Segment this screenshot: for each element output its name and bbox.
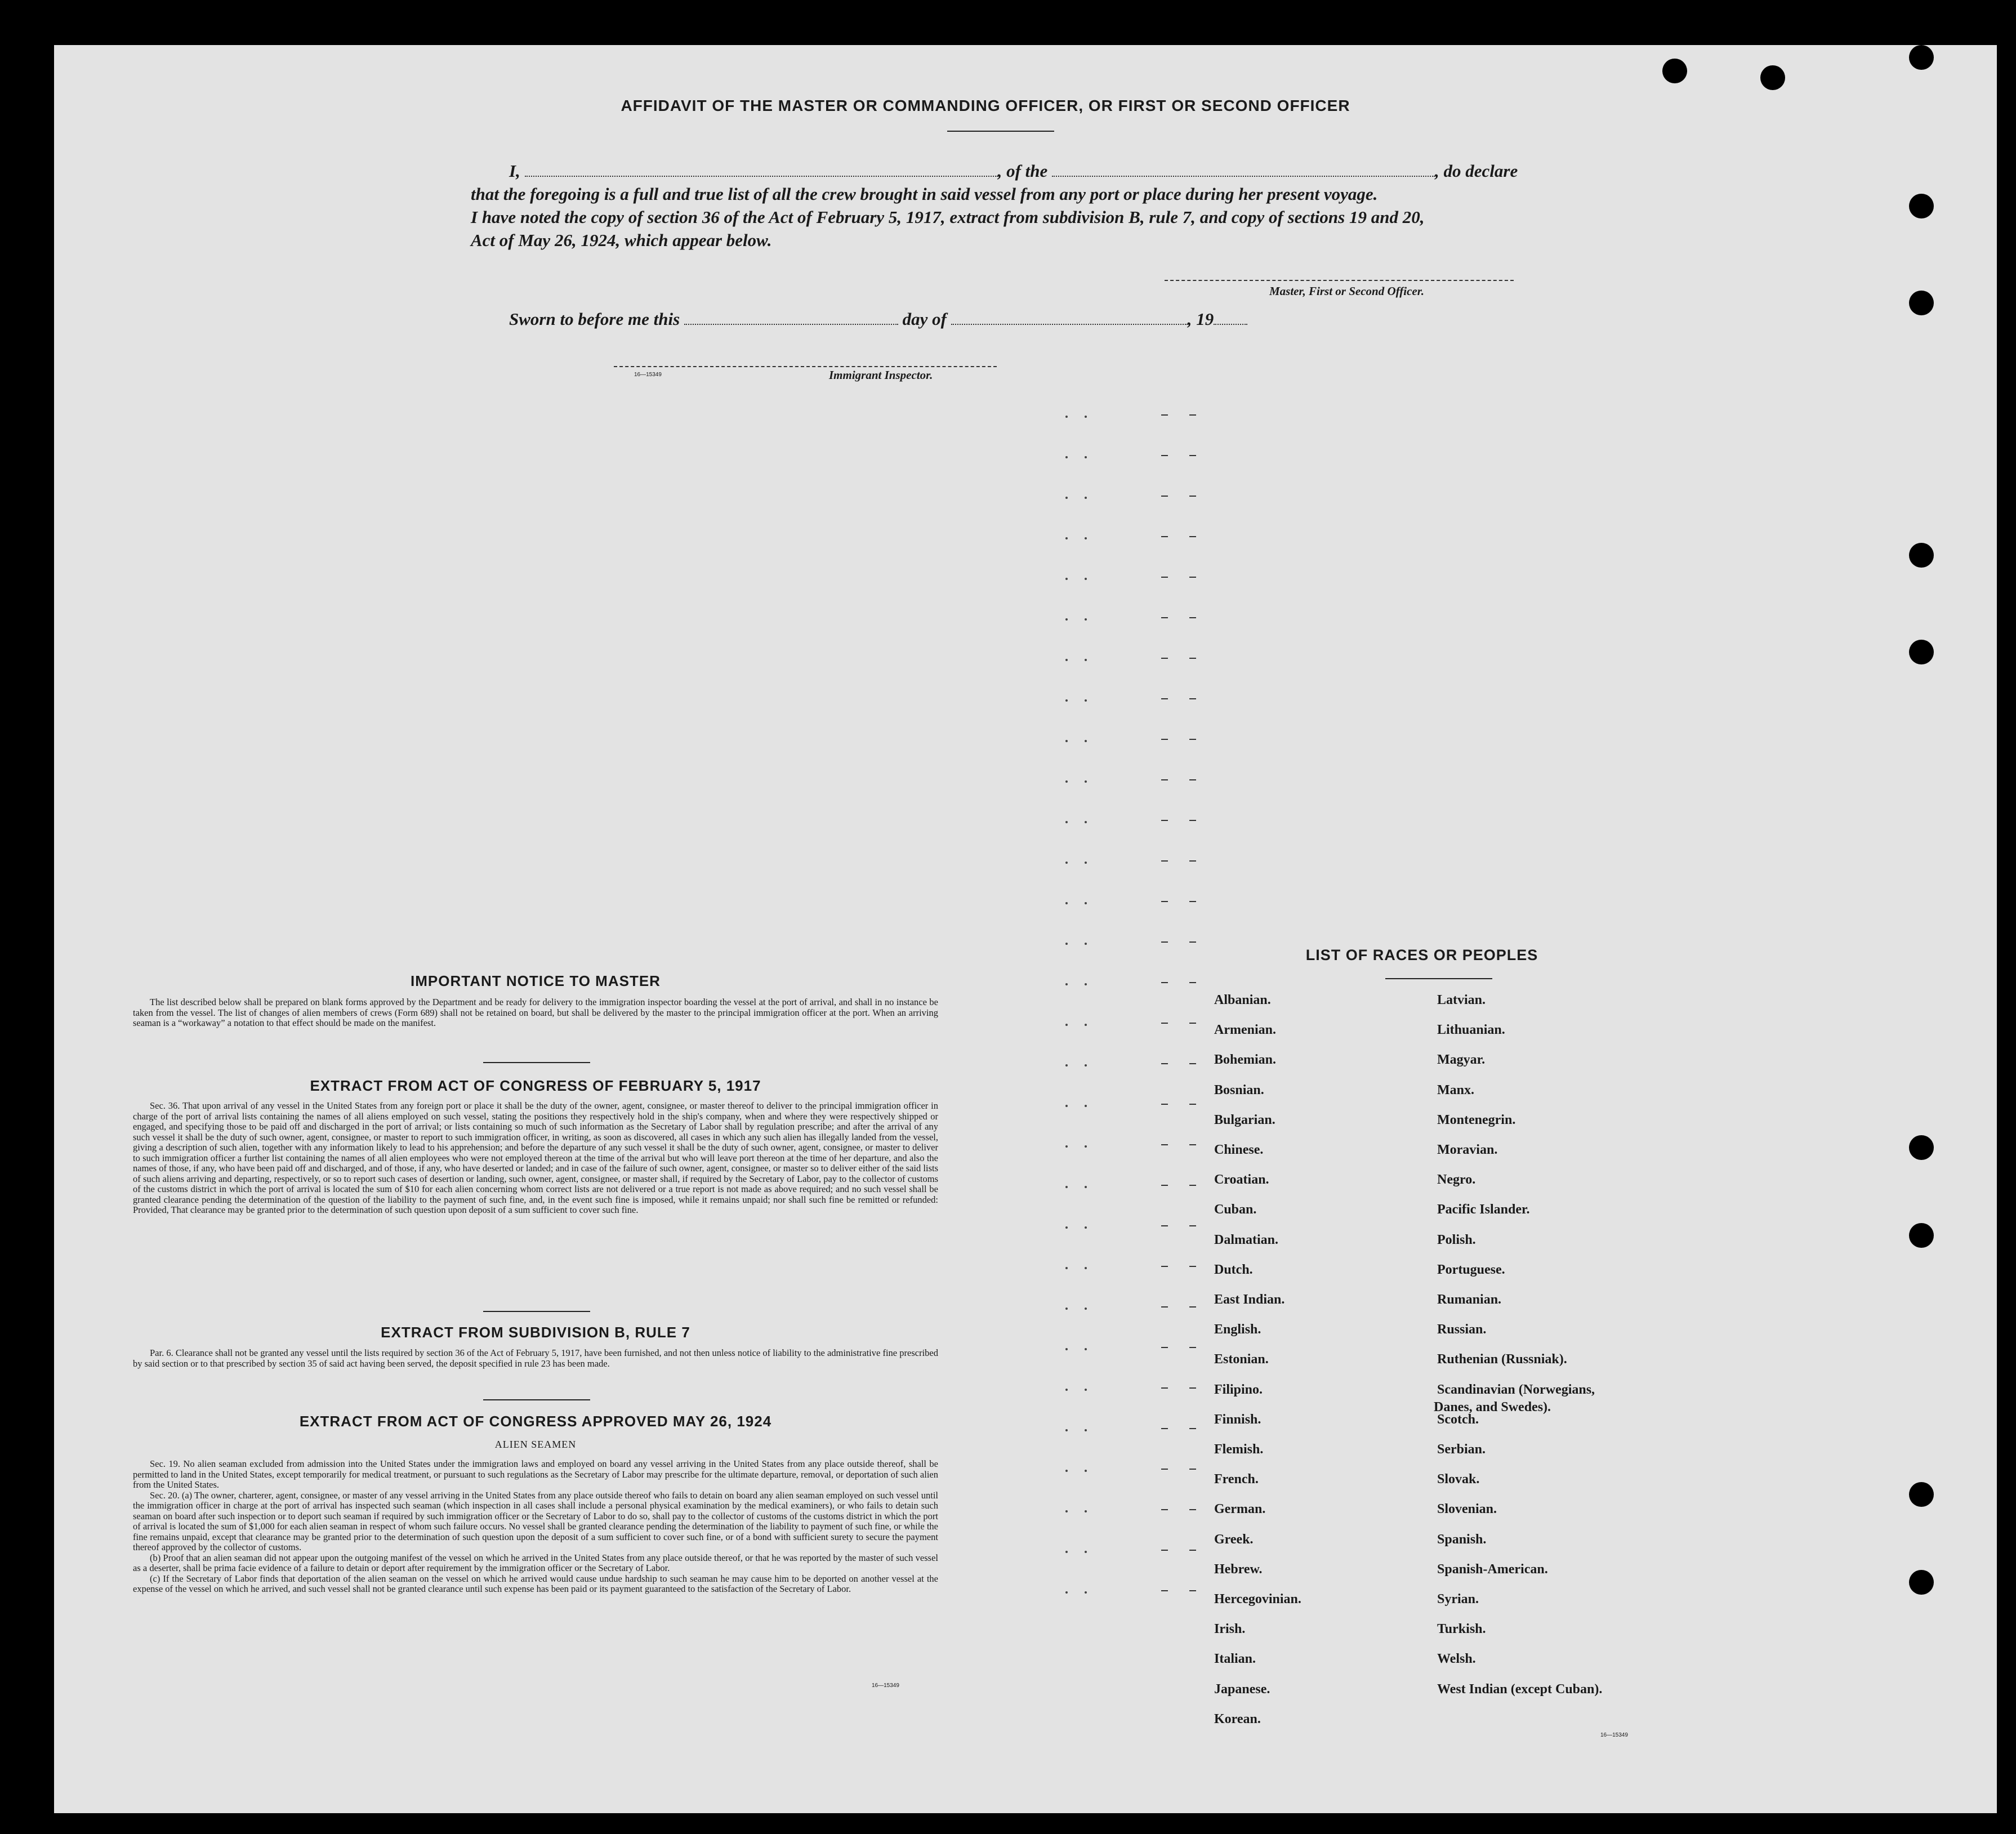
- ghost-dash: [1189, 941, 1196, 943]
- ghost-dash: [1161, 860, 1168, 862]
- race-item: Syrian.: [1437, 1592, 1479, 1607]
- ghost-dash: [1161, 1225, 1168, 1226]
- divider: [483, 1399, 590, 1400]
- ghost-dot: [1085, 1551, 1087, 1553]
- vessel-blank[interactable]: [1052, 163, 1435, 177]
- ghost-dot: [1085, 618, 1087, 621]
- punch-hole: [1909, 1223, 1934, 1248]
- ghost-dot: [1085, 1591, 1087, 1594]
- race-item: Slovak.: [1437, 1472, 1480, 1487]
- ghost-dot: [1065, 659, 1068, 661]
- ghost-dot: [1085, 578, 1087, 580]
- ghost-dash: [1161, 941, 1168, 943]
- race-item: Chinese.: [1214, 1143, 1264, 1157]
- punch-hole: [1760, 65, 1785, 90]
- ghost-dot: [1085, 1186, 1087, 1188]
- punch-hole: [1909, 640, 1934, 664]
- race-item: Magyar.: [1437, 1052, 1486, 1068]
- ghost-dot: [1085, 1348, 1087, 1350]
- sworn-line: [509, 309, 1247, 329]
- ghost-dash: [1189, 1104, 1196, 1105]
- ghost-dot: [1085, 821, 1087, 823]
- divider: [1385, 978, 1492, 979]
- ghost-dash: [1161, 698, 1168, 699]
- ghost-dot: [1065, 618, 1068, 621]
- ghost-dot: [1065, 1389, 1068, 1391]
- sec19-paragraph: Sec. 19. No alien seaman excluded from admission into the United States under the immigration laws and employed on board any vessel arriving in the United States from any place outside thereof, shall be permitted to land in the United States, except temporarily for medical treatment, or pursuant to such regulations as the Secretary of Labor may prescribe for the ultimate departure, removal, or deportation of such alien from the United States.: [133, 1458, 938, 1490]
- divider: [947, 131, 1054, 132]
- extract-1917-paragraph: Sec. 36. That upon arrival of any vessel in the United States from any foreign port or place it shall be the duty of the owner, agent, consignee, or master thereof to deliver to the principal immigration officer in charge of the port of arrival lists containing the names of all aliens employed on such vessel, stating the positions they respectively hold in the ship's company, when and where they were respectively shipped or engaged, and specifying those to be paid off and discharged in the port of arrival; or lists containing so much of such information as the Secretary of Labor shall by regulation prescribe; and after the arrival of any such vessel it shall be the duty of such owner, agent, consignee, or master to report to such immigration officer, in writing, as soon as discovered, all cases in which any such alien has illegally landed from the vessel, giving a description of such alien, together with any information likely to lead to his apprehension; and before the departure of any such vessel it shall be the duty of such owner, agent, consignee, or master to deliver to such immigration officer a further list containing the names of all alien employees who were not employed thereon at the time of the arrival but who will leave port thereon at the time of her departure, and also the names of those, if any, who have been paid off and discharged, and of those, if any, who have deserted or landed; and in case of the failure of such owner, agent, consignee, or master so to deliver either of the said lists of such aliens arriving and departing, respectively, or so to report such cases of desertion or landing, such owner, agent, consignee, or master shall, if required by the Secretary of Labor, pay to the collector of customs of the customs district in which the port of arrival is located the sum of $10 for each alien concerning whom correct lists are not delivered or a true report is not made as above required; and no such vessel shall be granted clearance pending the determination of the question of the liability to the payment of such fine, and, in the event such fine is imposed, while it remains unpaid; nor shall such fine be remitted or refunded: Provided, That clearance may be granted prior to the determination of such question upon deposit of a sum sufficient to cover such fine.: [133, 1100, 938, 1215]
- ghost-dot: [1085, 943, 1087, 945]
- ghost-dash: [1189, 1590, 1196, 1591]
- race-item: English.: [1214, 1322, 1261, 1337]
- ghost-dot: [1065, 1348, 1068, 1350]
- ghost-dot: [1085, 983, 1087, 985]
- rule7-paragraph: Par. 6. Clearance shall not be granted any vessel until the lists required by section 36 of the Act of February 5, 1917, have been furnished, and not then unless notice of liability to the administrative fine prescribed by said section or to that prescribed by section 35 of said act having been served, the deposit specified in rule 23 has been made.: [133, 1347, 938, 1369]
- divider: [483, 1311, 590, 1312]
- ghost-dot: [1085, 1429, 1087, 1431]
- ghost-dash: [1161, 414, 1168, 416]
- race-item: Greek.: [1214, 1532, 1254, 1547]
- race-item: Filipino.: [1214, 1382, 1263, 1397]
- affidavit-line-3: I have noted the copy of section 36 of the Act of February 5, 1917, extract from subdivision B, rule 7, and copy of sections 19 and 20,: [471, 207, 1425, 227]
- race-item: Dutch.: [1214, 1262, 1253, 1277]
- race-item: Polish.: [1437, 1232, 1476, 1247]
- ghost-dot: [1065, 1226, 1068, 1229]
- ghost-dash: [1161, 1387, 1168, 1389]
- ghost-dot: [1065, 1470, 1068, 1472]
- race-item: Japanese.: [1214, 1681, 1270, 1697]
- affidavit-title: AFFIDAVIT OF THE MASTER OR COMMANDING OFFICER, OR FIRST OR SECOND OFFICER: [621, 97, 1350, 114]
- ghost-dot: [1065, 780, 1068, 783]
- ghost-dash: [1189, 698, 1196, 699]
- ghost-dash: [1161, 1428, 1168, 1429]
- ghost-dash: [1189, 617, 1196, 618]
- ghost-dash: [1189, 1023, 1196, 1024]
- race-item: Bohemian.: [1214, 1052, 1277, 1068]
- punch-hole: [1909, 1135, 1934, 1160]
- ghost-dash: [1161, 496, 1168, 497]
- ghost-dash: [1189, 658, 1196, 659]
- ghost-dash: [1161, 1550, 1168, 1551]
- ghost-dash: [1161, 901, 1168, 902]
- sec20b-paragraph: (b) Proof that an alien seaman did not appear upon the outgoing manifest of the vessel on which he arrived in the United States from any place outside thereof, or that he was reported by the master of such vessel as a deserter, shall be prima facie evidence of a failure to detain or deport after requirement by the immigration officer or the Secretary of Labor.: [133, 1552, 938, 1573]
- ghost-dot: [1065, 1024, 1068, 1026]
- punch-hole: [1909, 291, 1934, 315]
- ghost-dash: [1161, 779, 1168, 780]
- race-item: Bosnian.: [1214, 1082, 1264, 1097]
- punch-hole: [1909, 45, 1934, 70]
- ghost-dot: [1065, 416, 1068, 418]
- race-item: Latvian.: [1437, 993, 1486, 1007]
- ghost-dash: [1189, 1347, 1196, 1348]
- ghost-dash: [1161, 1063, 1168, 1064]
- race-item: Irish.: [1214, 1622, 1246, 1637]
- race-item: East Indian.: [1214, 1292, 1285, 1307]
- race-item: Hercegovinian.: [1214, 1592, 1301, 1607]
- month-blank[interactable]: [951, 311, 1188, 325]
- ghost-dot: [1065, 1186, 1068, 1188]
- ghost-dot: [1065, 1429, 1068, 1431]
- affidavit-line-2: that the foregoing is a full and true list of all the crew brought in said vessel from any port or place during her present voyage.: [471, 184, 1378, 204]
- ghost-dot: [1085, 659, 1087, 661]
- inspector-signature-line[interactable]: [614, 366, 997, 367]
- notice-paragraph: The list described below shall be prepared on blank forms approved by the Department and be ready for delivery to the immigration inspector boarding the vessel at the port of arrival, and shall in no instance be taken from the vessel. The list of changes of alien members of crews (Form 689) shall not be retained on board, but shall be delivered by the master to the principal immigration officer at the port. When an arriving seaman is a “workaway” a notation to that effect should be made on the manifest.: [133, 997, 938, 1028]
- sworn-text: Sworn to before me this: [509, 309, 680, 329]
- rule7-heading: EXTRACT FROM SUBDIVISION B, RULE 7: [381, 1324, 690, 1341]
- ghost-dash: [1161, 1185, 1168, 1186]
- ghost-dash: [1189, 1144, 1196, 1145]
- alien-seamen-subheading: ALIEN SEAMEN: [494, 1439, 577, 1450]
- punch-hole: [1662, 59, 1687, 83]
- ghost-dash: [1189, 901, 1196, 902]
- ghost-dot: [1085, 1105, 1087, 1107]
- signature-line[interactable]: [1165, 280, 1514, 281]
- ghost-dot: [1085, 1510, 1087, 1512]
- ghost-dash: [1161, 658, 1168, 659]
- notice-text: [133, 997, 938, 1029]
- ghost-dash: [1189, 455, 1196, 456]
- inspector-label: Immigrant Inspector.: [829, 368, 933, 382]
- year-blank[interactable]: [1214, 311, 1247, 325]
- race-item: Serbian.: [1437, 1442, 1486, 1457]
- race-item: Korean.: [1214, 1711, 1261, 1726]
- ghost-dot: [1085, 1308, 1087, 1310]
- punch-hole: [1909, 1570, 1934, 1595]
- ghost-dash: [1161, 1347, 1168, 1348]
- race-item: Scotch.: [1437, 1412, 1479, 1427]
- race-item: Dalmatian.: [1214, 1232, 1278, 1247]
- ghost-dot: [1065, 578, 1068, 580]
- ghost-dot: [1085, 1024, 1087, 1026]
- race-item: Cuban.: [1214, 1202, 1257, 1217]
- race-item: Finnish.: [1214, 1412, 1261, 1427]
- ghost-dash: [1161, 1509, 1168, 1510]
- race-item: Turkish.: [1437, 1622, 1486, 1637]
- ghost-dash: [1189, 1306, 1196, 1308]
- ghost-dot: [1065, 497, 1068, 499]
- ghost-dash: [1161, 1266, 1168, 1267]
- race-item: Danes, and Swedes).: [1434, 1399, 1551, 1414]
- day-of-text: day of: [902, 309, 947, 329]
- ghost-dash: [1189, 1550, 1196, 1551]
- ghost-dot: [1085, 740, 1087, 742]
- race-item: Portuguese.: [1437, 1262, 1505, 1277]
- ghost-dash: [1189, 1225, 1196, 1226]
- ghost-dot: [1085, 537, 1087, 539]
- ghost-dot: [1085, 497, 1087, 499]
- ghost-dash: [1161, 577, 1168, 578]
- race-item: Pacific Islander.: [1437, 1202, 1530, 1217]
- punch-hole: [1909, 1482, 1934, 1507]
- ghost-dash: [1161, 455, 1168, 456]
- ghost-dash: [1189, 1469, 1196, 1470]
- ghost-dot: [1065, 1308, 1068, 1310]
- ghost-dash: [1189, 1266, 1196, 1267]
- ghost-dash: [1189, 739, 1196, 740]
- name-blank[interactable]: [525, 163, 998, 177]
- ghost-dot: [1085, 1389, 1087, 1391]
- ghost-dot: [1085, 416, 1087, 418]
- form-number: 16—15349: [1600, 1732, 1628, 1738]
- ghost-dash: [1189, 1387, 1196, 1389]
- race-item: Montenegrin.: [1437, 1112, 1516, 1127]
- ghost-dot: [1085, 902, 1087, 904]
- ghost-dash: [1189, 860, 1196, 862]
- ghost-dot: [1085, 699, 1087, 702]
- race-item: German.: [1214, 1502, 1266, 1517]
- ghost-dot: [1065, 537, 1068, 539]
- extract-1917-text: [133, 1101, 938, 1216]
- ghost-dot: [1065, 1267, 1068, 1269]
- race-item: Estonian.: [1214, 1352, 1269, 1367]
- day-blank[interactable]: [684, 311, 898, 325]
- affidavit-declare: , do declare: [1435, 161, 1518, 181]
- race-item: Flemish.: [1214, 1442, 1264, 1457]
- race-item: Hebrew.: [1214, 1561, 1263, 1577]
- sec20c-paragraph: (c) If the Secretary of Labor finds that deportation of the alien seaman on the vessel on which he arrived would cause undue hardship to such seaman he may cause him to be deported on another vessel at the expense of the vessel on which he arrived, and such vessel shall not be granted clearance until such expense has been paid or its payment guaranteed to the satisfaction of the Secretary of Labor.: [133, 1573, 938, 1594]
- ghost-dash: [1189, 1509, 1196, 1510]
- race-item: French.: [1214, 1472, 1259, 1487]
- ghost-dash: [1189, 577, 1196, 578]
- ghost-dash: [1161, 1306, 1168, 1308]
- ghost-dash: [1189, 820, 1196, 821]
- ghost-dash: [1161, 820, 1168, 821]
- ghost-dot: [1065, 821, 1068, 823]
- ghost-dot: [1085, 1267, 1087, 1269]
- race-item: Bulgarian.: [1214, 1112, 1275, 1127]
- race-item: Manx.: [1437, 1082, 1474, 1097]
- sec20a-paragraph: Sec. 20. (a) The owner, charterer, agent, consignee, or master of any vessel arriving in the United States from any place outside thereof who fails to detain on board any alien seaman employed on such vessel until the immigration officer in charge at the port of arrival has inspected such seaman (which inspection in all cases shall include a personal physical examination by the medical examiners), or who fails to detain such seaman on board after such inspection or to deport such seaman if required by such immigration officer or the Secretary of Labor to do so, shall pay to the collector of customs of the customs district in which the port of arrival is located the sum of $1,000 for each alien seaman in respect of whom such failure occurs. No vessel shall be granted clearance pending the determination of the liability to payment of such fine, or while the fine remains unpaid, except that clearance may be granted prior to the determination of such question upon the deposit of a sum sufficient to cover such fine, or of a bond with sufficient surety to secure the payment thereof approved by the collector of customs.: [133, 1489, 938, 1552]
- ghost-dot: [1065, 983, 1068, 985]
- ghost-dash: [1161, 1590, 1168, 1591]
- ghost-dash: [1189, 1428, 1196, 1429]
- ghost-dot: [1085, 1226, 1087, 1229]
- form-number: 16—15349: [872, 1683, 899, 1689]
- rule7-text: [133, 1348, 938, 1369]
- year-prefix: , 19: [1187, 309, 1214, 329]
- ghost-dash: [1189, 779, 1196, 780]
- ghost-dash: [1189, 982, 1196, 983]
- race-item: Moravian.: [1437, 1143, 1498, 1157]
- form-number: 16—15349: [634, 372, 662, 378]
- ghost-dot: [1065, 1551, 1068, 1553]
- race-item: Slovenian.: [1437, 1502, 1497, 1517]
- ghost-dot: [1085, 1145, 1087, 1148]
- ghost-dash: [1161, 536, 1168, 537]
- ghost-dash: [1161, 739, 1168, 740]
- extract-1924-heading: EXTRACT FROM ACT OF CONGRESS APPROVED MAY 26, 1924: [299, 1413, 772, 1430]
- ghost-dot: [1065, 1105, 1068, 1107]
- ghost-dash: [1189, 536, 1196, 537]
- race-item: West Indian (except Cuban).: [1437, 1681, 1603, 1697]
- race-item: Welsh.: [1437, 1652, 1476, 1667]
- ghost-dash: [1161, 1023, 1168, 1024]
- ghost-dot: [1085, 456, 1087, 458]
- race-item: Spanish-American.: [1437, 1561, 1548, 1577]
- divider: [483, 1062, 590, 1063]
- ghost-dot: [1085, 1470, 1087, 1472]
- race-item: Albanian.: [1214, 993, 1271, 1007]
- ghost-dot: [1085, 1064, 1087, 1067]
- ghost-dot: [1065, 456, 1068, 458]
- signature-label: Master, First or Second Officer.: [1269, 284, 1424, 298]
- race-item: Croatian.: [1214, 1172, 1269, 1188]
- race-item: Negro.: [1437, 1172, 1476, 1188]
- punch-hole: [1909, 194, 1934, 218]
- ghost-dot: [1065, 862, 1068, 864]
- race-item: Rumanian.: [1437, 1292, 1502, 1307]
- ghost-dash: [1189, 496, 1196, 497]
- ghost-dot: [1065, 1591, 1068, 1594]
- ghost-dot: [1065, 1145, 1068, 1148]
- ghost-dot: [1065, 1510, 1068, 1512]
- ghost-dot: [1065, 740, 1068, 742]
- ghost-dash: [1161, 1469, 1168, 1470]
- ghost-dash: [1161, 982, 1168, 983]
- ghost-dash: [1161, 1104, 1168, 1105]
- ghost-dash: [1161, 617, 1168, 618]
- race-item: Italian.: [1214, 1652, 1256, 1667]
- race-item: Ruthenian (Russniak).: [1437, 1352, 1567, 1367]
- affidavit-line-1: [509, 161, 1518, 181]
- ghost-dash: [1189, 1185, 1196, 1186]
- ghost-dash: [1161, 1144, 1168, 1145]
- races-heading: LIST OF RACES OR PEOPLES: [1305, 947, 1538, 963]
- ghost-dash: [1189, 414, 1196, 416]
- ghost-dash: [1189, 1063, 1196, 1064]
- affidavit-i: I,: [509, 161, 520, 181]
- race-item: Spanish.: [1437, 1532, 1487, 1547]
- ghost-dot: [1065, 943, 1068, 945]
- notice-heading: IMPORTANT NOTICE TO MASTER: [411, 972, 661, 989]
- ghost-dot: [1085, 780, 1087, 783]
- race-item: Scandinavian (Norwegians,: [1437, 1382, 1595, 1397]
- ghost-dot: [1065, 699, 1068, 702]
- race-item: Russian.: [1437, 1322, 1487, 1337]
- extract-1917-heading: EXTRACT FROM ACT OF CONGRESS OF FEBRUARY 5, 1917: [310, 1077, 761, 1094]
- affidavit-of-the: , of the: [997, 161, 1048, 181]
- race-item: Lithuanian.: [1437, 1023, 1505, 1038]
- extract-1924-text: [133, 1459, 938, 1595]
- affidavit-line-4: Act of May 26, 1924, which appear below.: [471, 230, 772, 250]
- ghost-dot: [1065, 902, 1068, 904]
- punch-hole: [1909, 543, 1934, 568]
- ghost-dot: [1085, 862, 1087, 864]
- ghost-dot: [1065, 1064, 1068, 1067]
- race-item: Armenian.: [1214, 1023, 1276, 1038]
